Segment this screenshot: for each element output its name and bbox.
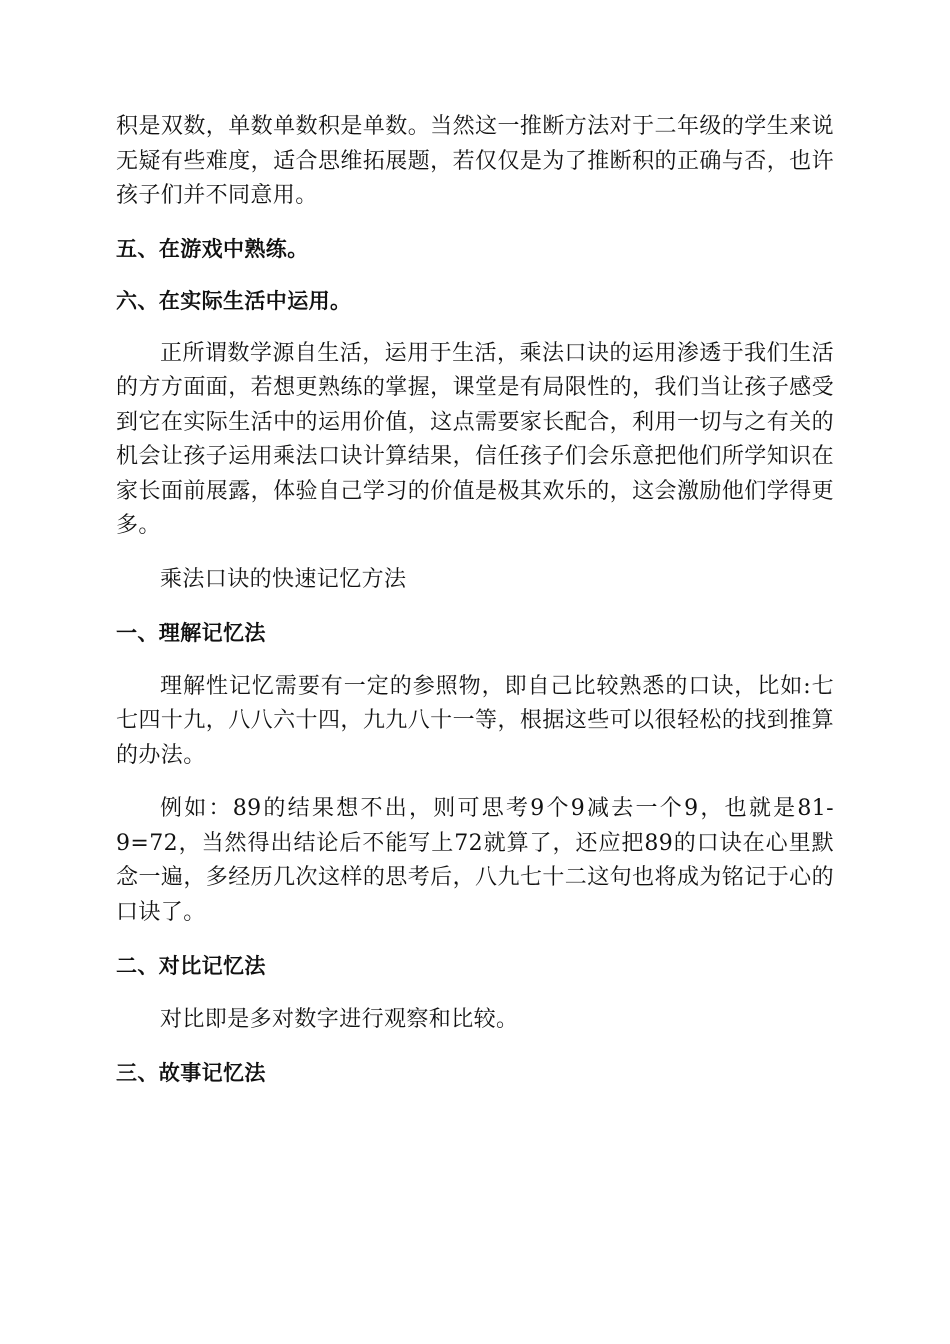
paragraph-parity-rule: 积是双数，单数单数积是单数。当然这一推断方法对于二年级的学生来说无疑有些难度，适合思维拓展题，若仅仅是为了推断积的正确与否，也许孩子们并不同意用。 (116, 114, 834, 208)
paragraph-example: 例如：89的结果想不出，则可思考9个9减去一个9，也就是81-9=72，当然得出结论后不能写上72就算了，还应把89的口诀在心里默念一遍，多经历几次这样的思考后，八九七十二这句也将成为铭记于心的口诀了。 (116, 796, 834, 925)
paragraph-understanding-memory: 理解性记忆需要有一定的参照物，即自己比较熟悉的口诀，比如:七七四十九，八八六十四，九九八十一等，根据这些可以很轻松的找到推算的办法。 (116, 673, 834, 768)
heading-comparison-memory: 二、对比记忆法 (116, 954, 266, 978)
heading-real-life-use: 六、在实际生活中运用。 (116, 289, 352, 313)
heading-story-memory: 三、故事记忆法 (116, 1061, 266, 1085)
section-title-memory-methods: 乘法口诀的快速记忆方法 (160, 566, 407, 592)
heading-understanding-memory: 一、理解记忆法 (116, 621, 266, 645)
paragraph-comparison: 对比即是多对数字进行观察和比较。 (160, 1006, 519, 1032)
heading-game-practice: 五、在游戏中熟练。 (116, 236, 309, 261)
document-page (116, 110, 834, 1091)
paragraph-real-life: 正所谓数学源自生活，运用于生活，乘法口诀的运用渗透于我们生活的方方面面，若想更熟练的掌握，课堂是有局限性的，我们当让孩子感受到它在实际生活中的运用价值，这点需要家长配合，利用一切与之有关的机会让孩子运用乘法口诀计算结果，信任孩子们会乐意把他们所学知识在家长面前展露，体验自己学习的价值是极其欢乐的，这会激励他们学得更多。 (116, 340, 834, 538)
